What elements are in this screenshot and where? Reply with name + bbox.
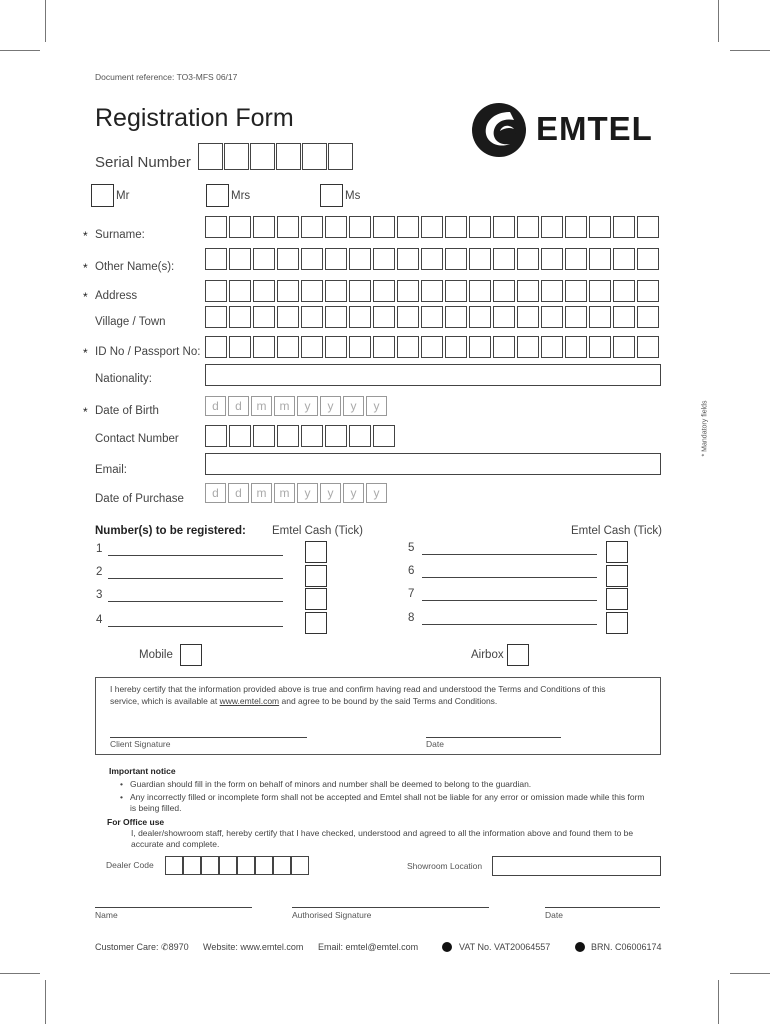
airbox-checkbox[interactable] bbox=[507, 644, 529, 666]
char-box[interactable] bbox=[589, 280, 611, 302]
char-box[interactable] bbox=[349, 306, 371, 328]
authorised-signature-label: Authorised Signature bbox=[292, 910, 372, 920]
asterisk: * bbox=[83, 229, 88, 243]
char-box[interactable] bbox=[325, 248, 347, 270]
number-line[interactable] bbox=[422, 624, 597, 625]
number-row-label: 1 bbox=[96, 543, 103, 555]
char-box[interactable] bbox=[589, 336, 611, 358]
char-box[interactable] bbox=[565, 306, 587, 328]
other-names-label: Other Name(s): bbox=[95, 261, 175, 273]
emtel-logo bbox=[470, 100, 665, 160]
char-box[interactable] bbox=[301, 306, 323, 328]
char-box[interactable] bbox=[517, 306, 539, 328]
label-mr: Mr bbox=[116, 190, 130, 202]
serial-number-label: Serial Number bbox=[95, 154, 191, 171]
char-box[interactable] bbox=[253, 216, 275, 238]
char-box[interactable] bbox=[205, 336, 227, 358]
char-box[interactable] bbox=[325, 280, 347, 302]
char-box[interactable] bbox=[277, 216, 299, 238]
char-box[interactable] bbox=[589, 306, 611, 328]
showroom-location-field[interactable] bbox=[492, 856, 661, 876]
char-box[interactable] bbox=[493, 306, 515, 328]
numbers-label: Number(s) to be registered: bbox=[95, 525, 246, 537]
dob-boxes[interactable]: d d m m y y y y bbox=[205, 396, 389, 416]
client-signature-line[interactable] bbox=[110, 737, 307, 738]
email-label: Email: bbox=[95, 464, 127, 476]
vat-bullet-icon bbox=[442, 942, 452, 952]
number-row-label: 5 bbox=[408, 542, 415, 554]
certification-text bbox=[110, 684, 630, 707]
date-of-purchase-label: Date of Purchase bbox=[95, 493, 184, 505]
notice-item-text: Guardian should fill in the form on behalf of minors and number shall be deemed to belong to the guardian. bbox=[130, 779, 532, 789]
char-box[interactable] bbox=[277, 280, 299, 302]
char-box[interactable] bbox=[373, 248, 395, 270]
char-box[interactable] bbox=[637, 280, 659, 302]
crop-mark bbox=[718, 0, 719, 42]
char-box[interactable] bbox=[493, 216, 515, 238]
char-box[interactable] bbox=[421, 216, 443, 238]
checkbox-ms[interactable] bbox=[320, 184, 343, 207]
nationality-field[interactable] bbox=[205, 364, 661, 386]
crop-mark bbox=[730, 50, 770, 51]
emtel-cash-checkbox[interactable] bbox=[305, 612, 327, 634]
char-box[interactable] bbox=[469, 216, 491, 238]
char-box[interactable] bbox=[493, 280, 515, 302]
number-row-label: 7 bbox=[408, 588, 415, 600]
name-label: Name bbox=[95, 910, 118, 920]
char-box[interactable] bbox=[541, 336, 563, 358]
village-label: Village / Town bbox=[95, 316, 166, 328]
asterisk: * bbox=[83, 346, 88, 360]
char-box[interactable] bbox=[229, 216, 251, 238]
char-box[interactable] bbox=[517, 336, 539, 358]
mobile-label: Mobile bbox=[139, 649, 173, 661]
client-signature-label: Client Signature bbox=[110, 739, 171, 749]
char-box[interactable] bbox=[637, 248, 659, 270]
notice-item-text: Any incorrectly filled or incomplete form shall not be accepted and Emtel shall not be liable for any error or omission made while this form is being filled. bbox=[130, 792, 645, 813]
number-row-label: 2 bbox=[96, 566, 103, 578]
dealer-code-label: Dealer Code bbox=[106, 860, 154, 870]
page-title: Registration Form bbox=[95, 104, 294, 132]
char-box[interactable] bbox=[565, 336, 587, 358]
crop-mark bbox=[45, 0, 46, 42]
char-box[interactable] bbox=[421, 306, 443, 328]
checkbox-mr[interactable] bbox=[91, 184, 114, 207]
important-notice-title: Important notice bbox=[109, 766, 176, 776]
char-box[interactable] bbox=[301, 336, 323, 358]
certification-text-part: and agree to be bound by the said Terms and Conditions. bbox=[279, 695, 498, 706]
showroom-location-label: Showroom Location bbox=[407, 861, 483, 871]
char-box[interactable] bbox=[229, 336, 251, 358]
char-box[interactable] bbox=[565, 248, 587, 270]
dealer-code-boxes[interactable] bbox=[165, 856, 309, 875]
village-boxes[interactable] bbox=[205, 306, 661, 328]
emtel-cash-checkbox[interactable] bbox=[606, 588, 628, 610]
char-box[interactable] bbox=[253, 336, 275, 358]
char-box[interactable] bbox=[445, 248, 467, 270]
asterisk: * bbox=[83, 261, 88, 275]
char-box[interactable] bbox=[565, 216, 587, 238]
certification-box bbox=[95, 677, 661, 755]
char-box[interactable] bbox=[421, 248, 443, 270]
char-box[interactable] bbox=[637, 306, 659, 328]
char-box[interactable] bbox=[277, 248, 299, 270]
char-box[interactable] bbox=[517, 280, 539, 302]
date-of-purchase-boxes[interactable]: d d m m y y y y bbox=[205, 483, 389, 503]
crop-mark bbox=[0, 973, 40, 974]
char-box[interactable] bbox=[589, 248, 611, 270]
serial-number-boxes[interactable] bbox=[198, 143, 354, 170]
office-use-text: I, dealer/showroom staff, hereby certify that I have checked, understood and agreed to all the information above and found them to be accurate and complete. bbox=[131, 828, 634, 849]
surname-label: Surname: bbox=[95, 229, 145, 241]
number-row-label: 8 bbox=[408, 612, 415, 624]
char-box[interactable] bbox=[421, 280, 443, 302]
brn-bullet-icon bbox=[575, 942, 585, 952]
char-box[interactable] bbox=[493, 248, 515, 270]
dob-label: Date of Birth bbox=[95, 405, 159, 417]
label-mrs: Mrs bbox=[231, 190, 251, 202]
char-box[interactable] bbox=[301, 248, 323, 270]
char-box[interactable] bbox=[469, 248, 491, 270]
website-link[interactable]: www.emtel.com bbox=[219, 695, 280, 706]
footer-vat: VAT No. VAT20064557 bbox=[459, 942, 551, 952]
number-line[interactable] bbox=[108, 626, 283, 627]
char-box[interactable] bbox=[445, 336, 467, 358]
char-box[interactable] bbox=[301, 216, 323, 238]
char-box[interactable] bbox=[253, 248, 275, 270]
char-box[interactable] bbox=[541, 306, 563, 328]
char-box[interactable] bbox=[445, 280, 467, 302]
logo-text: EMTEL bbox=[536, 110, 653, 147]
mandatory-note bbox=[698, 380, 712, 460]
asterisk: * bbox=[701, 453, 709, 457]
customer-care bbox=[95, 942, 189, 953]
number-line[interactable] bbox=[422, 600, 597, 601]
important-notice-list bbox=[120, 779, 650, 814]
char-box[interactable] bbox=[277, 336, 299, 358]
char-box[interactable] bbox=[253, 280, 275, 302]
char-box[interactable] bbox=[637, 216, 659, 238]
emtel-cash-checkbox[interactable] bbox=[305, 541, 327, 563]
number-line[interactable] bbox=[422, 577, 597, 578]
footer-brn: BRN. C06006174 bbox=[591, 942, 662, 952]
id-number-label: ID No / Passport No: bbox=[95, 346, 201, 358]
office-date-line[interactable] bbox=[545, 907, 660, 908]
char-box[interactable] bbox=[517, 216, 539, 238]
office-date-label: Date bbox=[545, 910, 563, 920]
char-box[interactable] bbox=[445, 306, 467, 328]
footer-website: Website: www.emtel.com bbox=[203, 942, 304, 952]
char-box[interactable] bbox=[541, 216, 563, 238]
char-box[interactable] bbox=[541, 280, 563, 302]
char-box[interactable] bbox=[469, 280, 491, 302]
char-box[interactable] bbox=[445, 216, 467, 238]
emtel-cash-checkbox[interactable] bbox=[606, 565, 628, 587]
mandatory-note-text: Mandatory fields bbox=[701, 400, 709, 452]
emtel-logo-icon bbox=[470, 100, 530, 160]
authorised-signature-line[interactable] bbox=[292, 907, 489, 908]
char-box[interactable] bbox=[613, 216, 635, 238]
emtel-cash-checkbox[interactable] bbox=[606, 612, 628, 634]
char-box[interactable] bbox=[565, 280, 587, 302]
contact-number-label: Contact Number bbox=[95, 433, 179, 445]
char-box[interactable] bbox=[373, 216, 395, 238]
airbox-label: Airbox bbox=[471, 649, 504, 661]
number-line[interactable] bbox=[108, 578, 283, 579]
notice-item: • Any incorrectly filled or incomplete form shall not be accepted and Emtel shall not be liable for any error or omission made while this form is being filled. bbox=[120, 792, 645, 813]
char-box[interactable] bbox=[325, 336, 347, 358]
char-box[interactable] bbox=[301, 280, 323, 302]
number-row-label: 4 bbox=[96, 614, 103, 626]
email-field[interactable] bbox=[205, 453, 661, 475]
surname-boxes[interactable] bbox=[205, 216, 661, 238]
emtel-cash-label-left: Emtel Cash (Tick) bbox=[272, 525, 363, 537]
asterisk: * bbox=[83, 290, 88, 304]
address-label: Address bbox=[95, 290, 138, 302]
char-box[interactable] bbox=[349, 216, 371, 238]
char-box[interactable] bbox=[397, 336, 419, 358]
certify-date-label: Date bbox=[426, 739, 444, 749]
id-number-boxes[interactable] bbox=[205, 336, 661, 358]
emtel-cash-checkbox[interactable] bbox=[606, 541, 628, 563]
char-box[interactable] bbox=[613, 336, 635, 358]
customer-care-number: 8970 bbox=[168, 942, 189, 952]
char-box[interactable] bbox=[349, 336, 371, 358]
char-box[interactable] bbox=[397, 248, 419, 270]
char-box[interactable] bbox=[205, 280, 227, 302]
footer-email: Email: emtel@emtel.com bbox=[318, 942, 419, 952]
notice-item: • Guardian should fill in the form on behalf of minors and number shall be deemed to belong to the guardian. bbox=[120, 779, 532, 789]
char-box[interactable] bbox=[349, 280, 371, 302]
char-box[interactable] bbox=[541, 248, 563, 270]
office-use-title: For Office use bbox=[107, 817, 165, 827]
phone-icon: ✆ bbox=[161, 942, 169, 952]
char-box[interactable] bbox=[469, 306, 491, 328]
emtel-cash-label-right: Emtel Cash (Tick) bbox=[571, 525, 662, 537]
char-box[interactable] bbox=[469, 336, 491, 358]
char-box[interactable] bbox=[397, 306, 419, 328]
char-box[interactable] bbox=[373, 280, 395, 302]
char-box[interactable] bbox=[589, 216, 611, 238]
number-line[interactable] bbox=[108, 555, 283, 556]
char-box[interactable] bbox=[253, 306, 275, 328]
other-names-boxes[interactable] bbox=[205, 248, 661, 270]
char-box[interactable] bbox=[325, 306, 347, 328]
char-box[interactable] bbox=[205, 248, 227, 270]
char-box[interactable] bbox=[325, 216, 347, 238]
char-box[interactable] bbox=[205, 306, 227, 328]
customer-care-label: Customer Care: bbox=[95, 942, 159, 952]
char-box[interactable] bbox=[205, 216, 227, 238]
address-boxes[interactable] bbox=[205, 280, 661, 302]
asterisk: * bbox=[83, 405, 88, 419]
checkbox-mrs[interactable] bbox=[206, 184, 229, 207]
char-box[interactable] bbox=[373, 306, 395, 328]
char-box[interactable] bbox=[373, 336, 395, 358]
crop-mark bbox=[0, 50, 40, 51]
nationality-label: Nationality: bbox=[95, 373, 152, 385]
certify-date-line[interactable] bbox=[426, 737, 561, 738]
char-box[interactable] bbox=[613, 306, 635, 328]
document-reference: Document reference: TO3-MFS 06/17 bbox=[95, 72, 238, 82]
char-box[interactable] bbox=[349, 248, 371, 270]
number-line[interactable] bbox=[108, 601, 283, 602]
char-box[interactable] bbox=[229, 306, 251, 328]
char-box[interactable] bbox=[229, 280, 251, 302]
number-row-label: 6 bbox=[408, 565, 415, 577]
char-box[interactable] bbox=[277, 306, 299, 328]
char-box[interactable] bbox=[613, 248, 635, 270]
emtel-cash-checkbox[interactable] bbox=[305, 565, 327, 587]
char-box[interactable] bbox=[637, 336, 659, 358]
number-row-label: 3 bbox=[96, 589, 103, 601]
crop-mark bbox=[45, 980, 46, 1024]
emtel-cash-checkbox[interactable] bbox=[305, 588, 327, 610]
char-box[interactable] bbox=[517, 248, 539, 270]
name-line[interactable] bbox=[95, 907, 252, 908]
label-ms: Ms bbox=[345, 190, 361, 202]
mobile-checkbox[interactable] bbox=[180, 644, 202, 666]
crop-mark bbox=[718, 980, 719, 1024]
contact-number-boxes[interactable] bbox=[205, 425, 397, 447]
char-box[interactable] bbox=[229, 248, 251, 270]
char-box[interactable] bbox=[421, 336, 443, 358]
char-box[interactable] bbox=[397, 216, 419, 238]
char-box[interactable] bbox=[613, 280, 635, 302]
crop-mark bbox=[730, 973, 770, 974]
char-box[interactable] bbox=[493, 336, 515, 358]
certification-text-part: I hereby certify that the information provided above is true and confirm having read and understood the Terms and Conditions of this service, which is available at bbox=[110, 684, 606, 706]
number-line[interactable] bbox=[422, 554, 597, 555]
char-box[interactable] bbox=[397, 280, 419, 302]
